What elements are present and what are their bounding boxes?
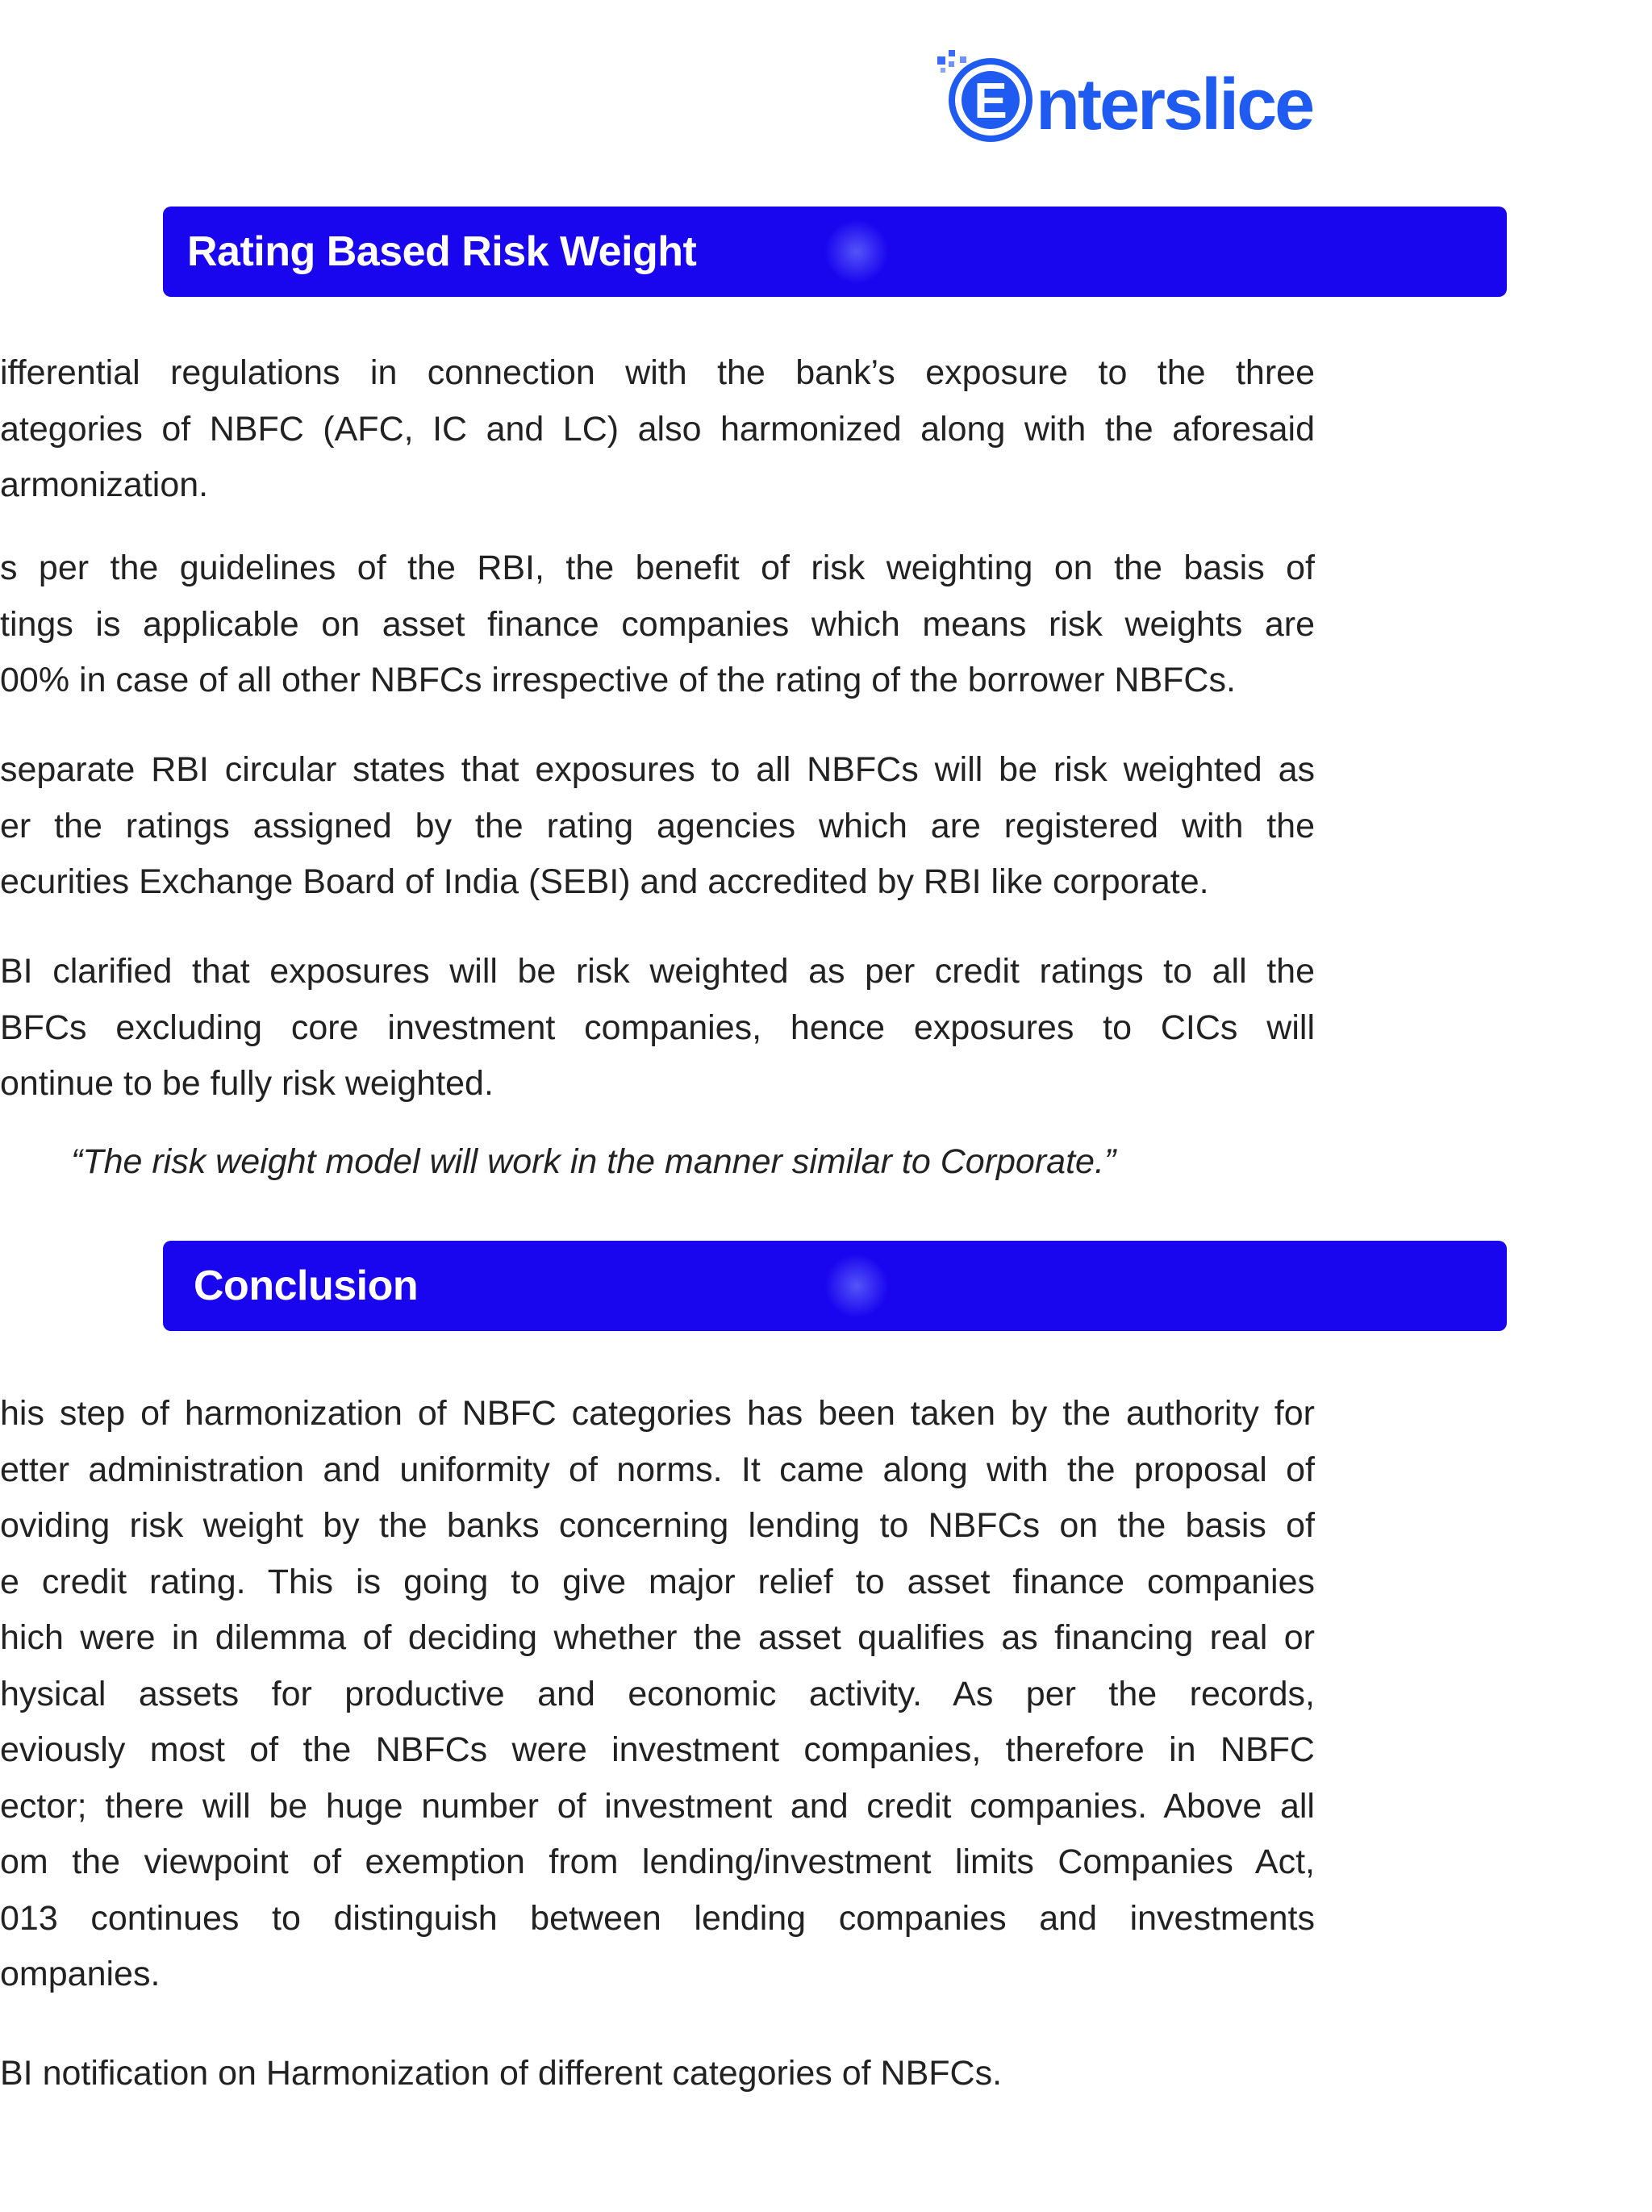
text-line: e credit rating. This is going to give major relief to asset finance companies <box>0 1562 1315 1601</box>
text-line: om the viewpoint of exemption from lending/investment limits Companies Act, <box>0 1843 1315 1881</box>
text-line: his step of harmonization of NBFC categories has been taken by the authority for <box>0 1394 1315 1433</box>
text-line: tings is applicable on asset finance companies which means risk weights are <box>0 604 1315 644</box>
paragraph <box>0 2046 1315 2102</box>
paragraph <box>0 742 1315 911</box>
section-heading: Conclusion <box>194 1263 419 1309</box>
text-line: ifferential regulations in connection with the bank’s exposure to the three <box>0 353 1315 392</box>
paragraph <box>0 540 1315 709</box>
text-line: 013 continues to distinguish between lending companies and investments <box>0 1898 1315 1938</box>
text-line: er the ratings assigned by the rating agencies which are registered with the <box>0 806 1315 845</box>
text-line: ecurities Exchange Board of India (SEBI) and accredited by RBI like corporate. <box>0 862 1209 901</box>
text-line: separate RBI circular states that exposures to all NBFCs will be risk weighted as <box>0 750 1315 789</box>
text-line: oviding risk weight by the banks concerning lending to NBFCs on the basis of <box>0 1506 1315 1545</box>
text-line: BI clarified that exposures will be risk weighted as per credit ratings to all the <box>0 952 1315 991</box>
banner-glow <box>824 1254 889 1318</box>
banner-glow <box>824 219 889 284</box>
text-line: etter administration and uniformity of norms. It came along with the proposal of <box>0 1450 1315 1489</box>
text-line: 00% in case of all other NBFCs irrespective of the rating of the borrower NBFCs. <box>0 661 1236 699</box>
text-line: ontinue to be fully risk weighted. <box>0 1064 494 1103</box>
text-line: eviously most of the NBFCs were investment companies, therefore in NBFC <box>0 1730 1315 1769</box>
text-line: ategories of NBFC (AFC, IC and LC) also harmonized along with the aforesaid <box>0 409 1315 449</box>
text-line: hich were in dilemma of deciding whether the asset qualifies as financing real or <box>0 1618 1315 1657</box>
paragraph <box>0 944 1315 1112</box>
section-heading-banner <box>163 1241 1507 1331</box>
text-line: BI notification on Harmonization of different categories of NBFCs. <box>0 2054 1003 2093</box>
pull-quote: “The risk weight model will work in the manner similar to Corporate.” <box>71 1142 1116 1181</box>
text-line: ompanies. <box>0 1955 161 1993</box>
text-line: armonization. <box>0 465 209 504</box>
paragraph <box>0 345 1315 514</box>
text-line: ector; there will be huge number of investment and credit companies. Above all <box>0 1786 1315 1826</box>
paragraph <box>0 1386 1315 2003</box>
text-line: BFCs excluding core investment companies, hence exposures to CICs will <box>0 1008 1315 1047</box>
text-line: hysical assets for productive and economic activity. As per the records, <box>0 1674 1315 1713</box>
section-heading-banner <box>163 207 1507 297</box>
section-heading: Rating Based Risk Weight <box>187 228 697 275</box>
text-line: s per the guidelines of the RBI, the benefit of risk weighting on the basis of <box>0 549 1315 587</box>
enterslice-logo <box>932 45 1328 150</box>
svg-text:E: E <box>974 73 1007 129</box>
svg-text:nterslice: nterslice <box>1036 65 1313 145</box>
